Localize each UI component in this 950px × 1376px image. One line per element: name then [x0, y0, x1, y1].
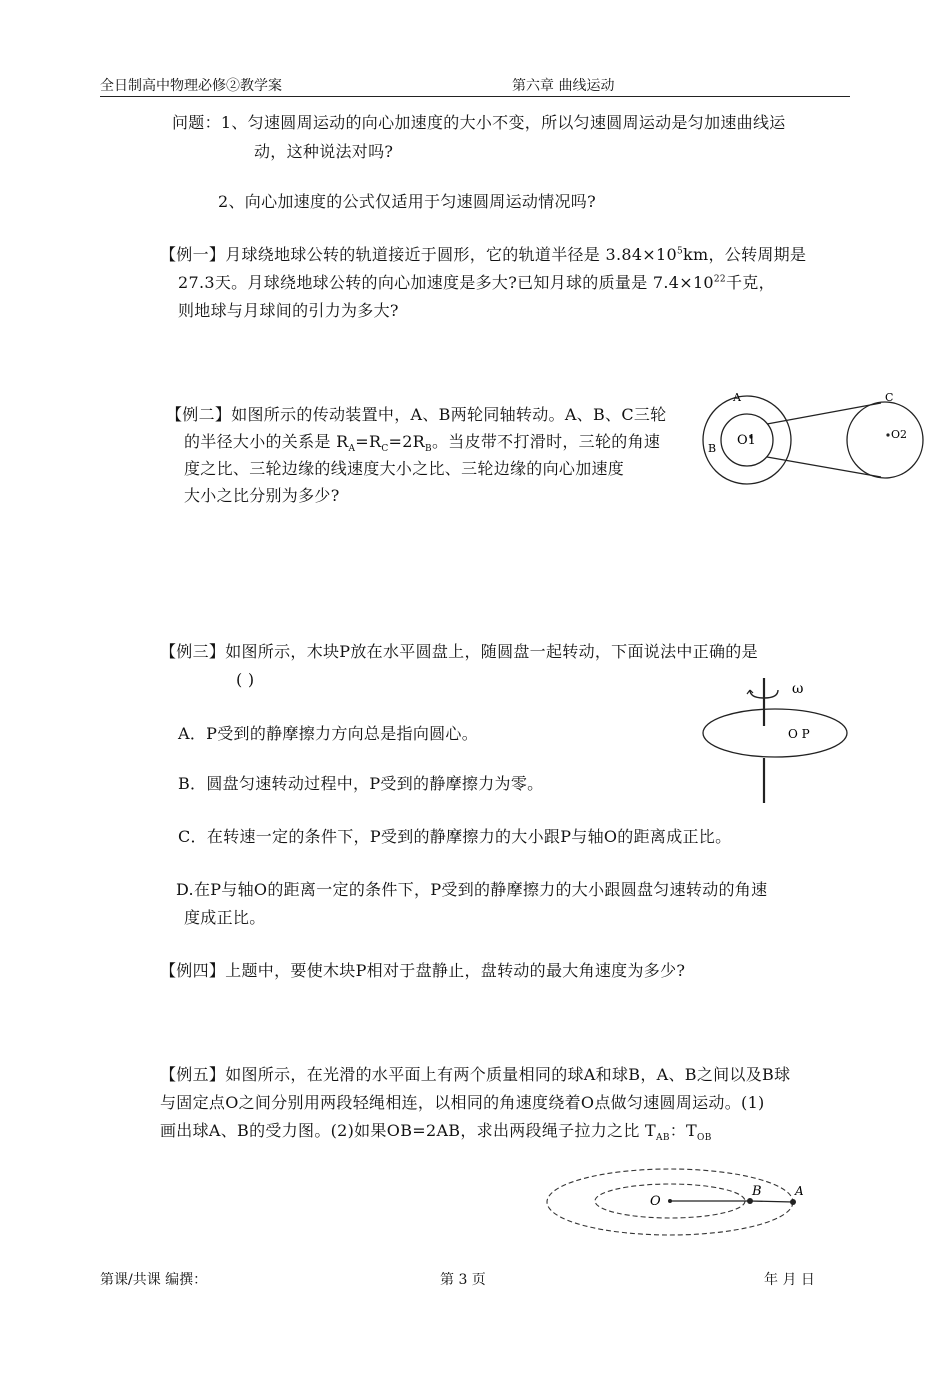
question-1-line2: 动，这种说法对吗?	[254, 142, 394, 161]
footer-date: 年 月 日	[764, 1272, 815, 1288]
header-left: 全日制高中物理必修②教学案	[100, 78, 282, 94]
example2-line3: 度之比、三轮边缘的线速度大小之比、三轮边缘的向心加速度	[184, 459, 625, 478]
example5-line1: 【例五】如图所示，在光滑的水平面上有两个质量相同的球A和球B，A、B之间以及B球	[160, 1065, 791, 1084]
ball-a	[790, 1199, 796, 1205]
example2-line4: 大小之比分别为多少?	[184, 486, 340, 505]
label-a: A	[733, 391, 741, 404]
label-o2: O2	[891, 428, 908, 441]
label-omega: ω	[792, 681, 804, 697]
example1-line3: 则地球与月球间的引力为多大?	[178, 301, 399, 320]
belt-top	[767, 403, 881, 424]
footer-left: 第课/共课 编撰：	[100, 1272, 208, 1288]
example5-line3: 画出球A、B的受力图。(2)如果OB=2AB，求出两段绳子拉力之比 $T_{AB}$：$T_{OB}$	[160, 1121, 712, 1144]
example2-line2: 的半径大小的关系是 $R_A=R_C=2R_B$。当皮带不打滑时，三轮的角速	[184, 432, 661, 455]
header-rule	[100, 96, 850, 97]
point-o	[668, 1199, 672, 1203]
example5-line2: 与固定点O之间分别用两段轻绳相连，以相同的角速度绕着O点做匀速圆周运动。(1)	[160, 1093, 765, 1112]
label-o1: O1	[737, 433, 756, 448]
question-1-line1: 问题：1、匀速圆周运动的向心加速度的大小不变，所以匀速圆周运动是匀加速曲线运	[172, 113, 786, 132]
label-c: C	[885, 391, 894, 404]
example3-blank: ( )	[236, 670, 255, 689]
example3-option-a: A．P受到的静摩擦力方向总是指向圆心。	[178, 724, 479, 743]
example1-line2: 27.3天。月球绕地球公转的向心加速度是多大?已知月球的质量是 $7.4\times 10^{22}$千克，	[178, 273, 775, 292]
string-ba	[750, 1201, 793, 1202]
wheel-c	[847, 402, 923, 478]
example3-option-c: C．在转速一定的条件下，P受到的静摩擦力的大小跟P与轴O的距离成正比。	[178, 827, 732, 846]
example3-line1: 【例三】如图所示，木块P放在水平圆盘上，随圆盘一起转动，下面说法中正确的是	[160, 642, 758, 661]
example3-option-d: D.在P与轴O的距离一定的条件下，P受到的静摩擦力的大小跟圆盘匀速转动的角速	[176, 880, 768, 899]
label-o: O	[650, 1194, 661, 1209]
footer-page-number: 第 3 页	[440, 1272, 486, 1288]
header-right: 第六章 曲线运动	[512, 78, 615, 94]
example2-line1: 【例二】如图所示的传动装置中，A、B两轮同轴转动。A、B、C三轮	[166, 405, 667, 424]
example3-option-d-line2: 度成正比。	[184, 908, 266, 927]
question-2: 2、向心加速度的公式仅适用于匀速圆周运动情况吗?	[218, 192, 596, 211]
label-op: O P	[788, 727, 810, 741]
belt-drive-figure	[695, 385, 935, 495]
example3-option-b: B．圆盘匀速转动过程中，P受到的静摩擦力为零。	[178, 774, 544, 793]
label-b: B	[752, 1184, 762, 1199]
rotating-disc-figure	[700, 668, 870, 808]
disc	[703, 709, 847, 757]
label-b: B	[708, 442, 717, 455]
label-a: A	[795, 1184, 804, 1198]
example4-line1: 【例四】上题中，要使木块P相对于盘静止，盘转动的最大角速度为多少?	[160, 961, 686, 980]
belt-bottom	[767, 457, 881, 477]
two-ball-figure	[545, 1165, 845, 1245]
example1-line1: 【例一】月球绕地球公转的轨道接近于圆形，它的轨道半径是 $3.84\times 10^5km$，公转周期是	[160, 245, 807, 264]
axis-o2-dot	[886, 433, 889, 436]
